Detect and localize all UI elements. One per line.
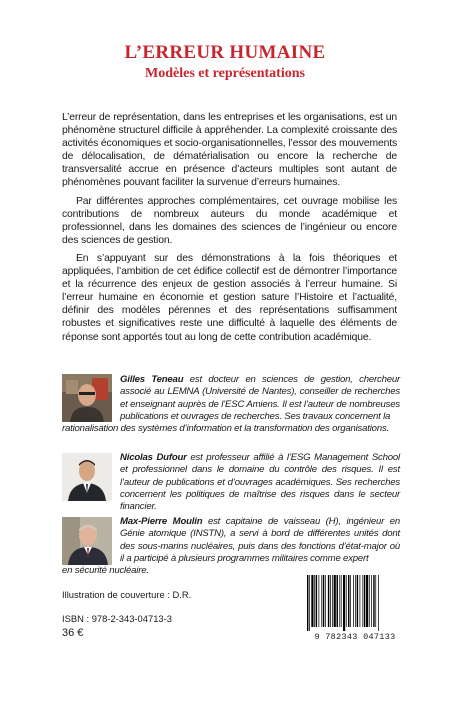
barcode-bar [328, 575, 329, 627]
barcode-bar [364, 575, 365, 627]
barcode-bar [314, 575, 315, 627]
barcode-bar [316, 575, 317, 627]
barcode-bar [348, 575, 349, 627]
price: 36 € [62, 627, 84, 639]
author-photo [62, 374, 112, 422]
author-block [62, 452, 400, 513]
barcode-bar [362, 575, 363, 627]
barcode-bar [350, 575, 351, 627]
barcode-number: 9 782343 047133 [314, 632, 396, 642]
barcode-bar [323, 575, 324, 627]
author-bio-continued: en sécurité nucléaire. [62, 565, 149, 576]
barcode-bar [353, 575, 354, 627]
barcode-bar [373, 575, 374, 627]
summary-paragraph: En s’appuyant sur des démonstrations à la fois théoriques et appliquées, l’ambition de cet édifice collectif est de démontrer l’importance et la récurrence des enjeux de gestion associés à l’erreur humaine. Si l’erreur humaine en économie et gestion sature l’Histoire et l’actualité, définir des modèles pérennes et des représentations suffisamment robustes et significatives reste une difficulté à laquelle des éléments de réponse sont apportés tout au long de cette contribution académique. [62, 252, 397, 343]
barcode-bar [341, 575, 342, 627]
barcode-bar [321, 575, 322, 627]
illustration-credit: Illustration de couverture : D.R. [62, 589, 192, 600]
barcode-bar [360, 575, 361, 627]
book-subtitle: Modèles et représentations [145, 66, 305, 81]
barcode-bar [325, 575, 326, 627]
barcode-bar [307, 575, 308, 631]
author-bio: Nicolas Dufour est professeur affilié à l’ESG Management School et professionnel dans le domaine du contrôle des risques. Il est l’auteur de publications et d’ouvrages académiques. Ses recherches concernent les politiques de maîtrise des risques dans le secteur financier. [120, 452, 400, 513]
author-photo [62, 517, 112, 565]
author-portrait-image [62, 453, 112, 501]
summary-paragraph: Par différentes approches complémentaires, cet ouvrage mobilise les contributions de nombreux auteurs du monde académique et professionnel, dans les domaines des sciences de l’ingénieur ou encore des sciences de gestion. [62, 195, 397, 246]
author-photo [62, 453, 112, 501]
isbn: ISBN : 978-2-343-04713-3 [62, 613, 172, 624]
barcode-bar [337, 575, 338, 627]
author-name: Nicolas Dufour [120, 452, 187, 463]
author-name: Gilles Teneau [120, 374, 184, 385]
author-name: Max-Pierre Moulin [120, 516, 203, 527]
author-block [62, 374, 400, 446]
summary-text [62, 111, 397, 349]
author-portrait-image [62, 374, 112, 422]
barcode-bar [309, 575, 310, 631]
barcode-bar [332, 575, 333, 627]
author-bio: Gilles Teneau est docteur en sciences de gestion, chercheur associé au LEMNA (Université de Nantes), conseiller de recherches et enseignant auprès de l’ESC Amiens. Il est l’auteur de nombreuses publications et ouvrages de recherches. Ses travaux concernent la [120, 374, 400, 422]
barcode-bar [330, 575, 331, 627]
barcode-bar [357, 575, 358, 627]
author-bio: Max-Pierre Moulin est capitaine de vaisseau (H), ingénieur en Génie atomique (INSTN), a servi à bord de différentes unités dont des sous-marins nucléaires, puis dans des fonctions d’état-major où il a participé à plusieurs programmes militaires comme expert [120, 516, 400, 564]
author-portrait-image [62, 517, 112, 565]
barcode-bar [366, 575, 368, 627]
book-title: L’ERREUR HUMAINE [124, 42, 326, 63]
barcode-bar [339, 575, 340, 627]
barcode-bar [334, 575, 336, 627]
barcode-icon [307, 575, 402, 631]
barcode-bar [346, 575, 347, 627]
barcode-bar [343, 575, 345, 631]
barcode-bar [319, 575, 320, 627]
barcode-bar [369, 575, 370, 627]
barcode-bar [311, 575, 313, 627]
barcode-bar [355, 575, 356, 627]
barcode-bar [378, 575, 379, 631]
barcode-bar [375, 575, 376, 627]
author-block [62, 516, 400, 578]
summary-paragraph: L’erreur de représentation, dans les entreprises et les organisations, est un phénomène structurel difficile à appréhender. La complexité croissante des activités économiques et socio-organisationnelles, l’essor des mouvements de délocalisation, de dématérialisation ou encore la recherche de transversalité accrue en présence d’acteurs multiples sont autant de phénomènes pouvant faciliter la survenue d’erreurs humaines. [62, 112, 398, 189]
barcode-bar [371, 575, 372, 627]
author-bio-continued: rationalisation des systèmes d’information et la transformation des organisations. [62, 423, 390, 434]
